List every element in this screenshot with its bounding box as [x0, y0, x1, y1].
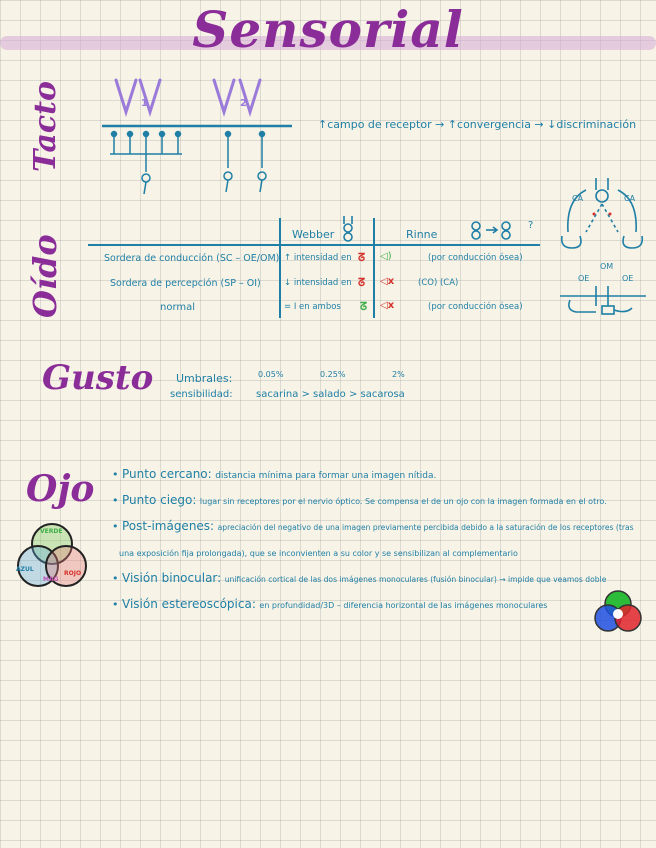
- ear-label-oe-right: OE: [622, 274, 634, 283]
- page-title: Sensorial: [192, 0, 464, 59]
- venn-label-verde: VERDE: [40, 528, 63, 535]
- tacto-chain-text: ↑campo de receptor → ↑convergencia → ↓discriminación: [318, 118, 637, 131]
- gusto-umbrales-label: Umbrales:: [176, 372, 233, 385]
- section-title-oido: Oído: [26, 234, 64, 318]
- table-header-rinne: Rinne: [406, 228, 438, 241]
- receptive-field-diagram: [96, 72, 306, 202]
- ear-label-oe-left: OE: [578, 274, 590, 283]
- list-item: • Visión binocular: unificación cortical de las dos imágenes monoculares (fusión binocular) → impide que veamos doble: [112, 571, 607, 585]
- list-item: • Post-imágenes: apreciación del negativo de una imagen previamente percibida debido a la saturación de los receptores (tras: [112, 519, 634, 533]
- table-row-label-percepcion: Sordera de percepción (SP – OI): [110, 278, 261, 289]
- table-cell-rinne-conduccion: (por conducción ósea): [428, 253, 523, 263]
- table-row-label-normal: normal: [160, 302, 196, 313]
- table-cell-rinne-normal: (por conducción ósea): [428, 302, 523, 312]
- gusto-umbral-sacarina: 0.05%: [258, 370, 284, 379]
- gusto-umbral-sacarosa: 2%: [392, 370, 405, 379]
- venn-label-azul: AZUL: [16, 566, 34, 573]
- ear-icon: ᘔ: [358, 276, 366, 289]
- receptor-label-2: 2: [240, 98, 247, 109]
- gusto-sensibilidad-text: sacarina > salado > sacarosa: [256, 389, 405, 400]
- list-item: una exposición fija prolongada), que se inconvienten a su color y se sensibilizan al complementario: [119, 549, 518, 558]
- ear-icon: ᘔ: [358, 251, 366, 264]
- section-title-ojo: Ojo: [26, 468, 95, 510]
- table-cell-weber-conduccion: ↑ intensidad en: [284, 253, 352, 263]
- gusto-umbral-salado: 0.25%: [320, 370, 346, 379]
- section-title-gusto: Gusto: [42, 358, 154, 398]
- table-cell-weber-normal: = I en ambos: [284, 302, 341, 312]
- table-cell-rinne-percepcion: (CO) (CA): [418, 278, 459, 288]
- table-header-weber: Webber: [292, 228, 335, 241]
- venn-label-magenta: MAG: [43, 576, 59, 583]
- sound-icon: ◁): [380, 251, 392, 262]
- ojo-bullet-list: [112, 462, 652, 618]
- receptor-label-1: 1: [141, 98, 148, 109]
- muted-sound-icon: ◁x: [380, 300, 395, 311]
- list-item: • Punto ciego: lugar sin receptores por el nervio óptico. Se compensa el de un ojo con la imagen formada en el otro.: [112, 493, 607, 507]
- ear-icon: ᘔ: [360, 300, 368, 313]
- muted-sound-icon: ◁x: [380, 276, 395, 287]
- table-cell-weber-percepcion: ↓ intensidad en: [284, 278, 352, 288]
- section-title-tacto: Tacto: [28, 80, 63, 172]
- list-item: • Visión estereoscópica: en profundidad/3D – diferencia horizontal de las imágenes monoculares: [112, 597, 548, 611]
- ear-label-om: OM: [600, 262, 614, 271]
- table-row-label-conduccion: Sordera de conducción (SC – OE/OM): [104, 253, 280, 264]
- ear-label-ca-right: CA: [624, 194, 636, 203]
- table-header-rinne-question: ?: [528, 220, 534, 231]
- ear-anatomy-diagram: [556, 170, 652, 324]
- list-item: • Punto cercano: distancia mínima para formar una imagen nítida.: [112, 467, 437, 481]
- gusto-sensibilidad-label: sensibilidad:: [170, 389, 233, 400]
- venn-label-rojo: ROJO: [64, 570, 82, 577]
- ear-label-ca-left: CA: [572, 194, 584, 203]
